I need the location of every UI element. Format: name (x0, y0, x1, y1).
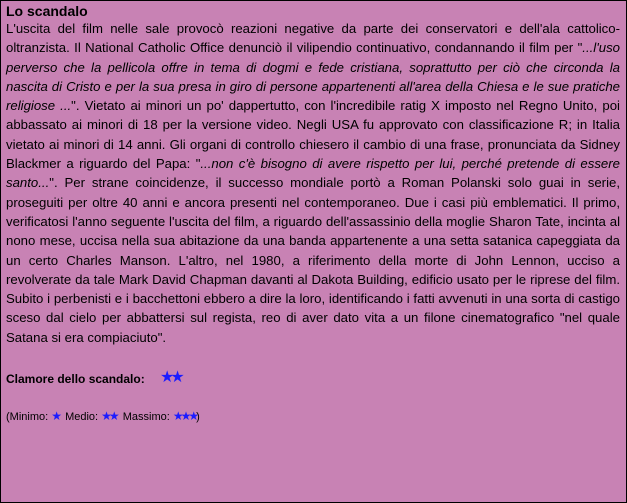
section-title: Lo scandalo (6, 3, 88, 19)
legend-max-label: Massimo: (122, 411, 170, 424)
legend-close: ) (196, 411, 200, 424)
rating-label: Clamore dello scandalo: (6, 372, 145, 387)
rating-legend (6, 409, 620, 424)
scandal-rating (6, 370, 620, 387)
scandal-paragraph (6, 19, 620, 347)
paragraph-segment: ". Vietato ai minori un po' dappertutto, con l'incredibile ratig X imposto nel Regno Unito, poi abbassato ai minori di 18 per la versione video. Negli USA fu approvato con classificazione R; in Italia vietato ai minori di 14 anni. Gli organi di controllo chiesero il cambio di una frase, pronunciata da Sidney Blackmer a riguardo del Papa: " (6, 98, 620, 172)
legend-mid-label: Medio: (65, 411, 99, 424)
paragraph-segment: L'uscita del film nelle sale provocò reazioni negative da parte dei conservatori e dell'ala cattolico-oltranzista. Il National Catholic Office denunciò il vilipendio continuativo, condannando il film per " (6, 21, 620, 56)
star-icon: ★ (51, 409, 59, 424)
star-rating-icon: ★★ (160, 369, 181, 387)
star-icon: ★★★ (172, 409, 197, 424)
quote-segment: ...non c'è bisogno di avere rispetto per lui, perché pretende di essere santo... (6, 156, 620, 191)
paragraph-segment: ". Per strane coincidenze, il successo mondiale portò a Roman Polanski solo guai in serie, proseguiti per oltre 40 anni e ancora presenti nel contemporaneo. Due i casi più emblematici. Il primo, verificatosi l'anno seguente l'uscita del film, a riguardo dell'assassinio della moglie Sharon Tate, incinta al nono mese, uccisa nella sua abitazione da una banda appartenente a una setta satanica capeggiata da un certo Charles Manson. L'altro, nel 1980, a riferimento della morte di John Lennon, ucciso a revolverate da tale Mark David Chapman davanti al Dakota Building, edificio usato per le riprese del film. Subito i perbenisti e i bacchettoni ebbero a dire la loro, identificando i fatti avvenuti in una sorta di castigo sceso dal cielo per abbattersi sul regista, reo di aver dato vita a un filone cinematografico "nel quale Satana si era compiaciuto". (6, 175, 620, 345)
quote-segment: ...l'uso perverso che la pellicola offre in tema di dogmi e fede cristiana, soprattutto per ciò che circonda la nascita di Cristo e per la sua presa in giro di persone appartenenti all'area della Chiesa e le sue pratiche religiose ... (6, 40, 620, 114)
legend-open: (Minimo: (6, 411, 49, 424)
star-icon: ★★ (101, 409, 117, 424)
